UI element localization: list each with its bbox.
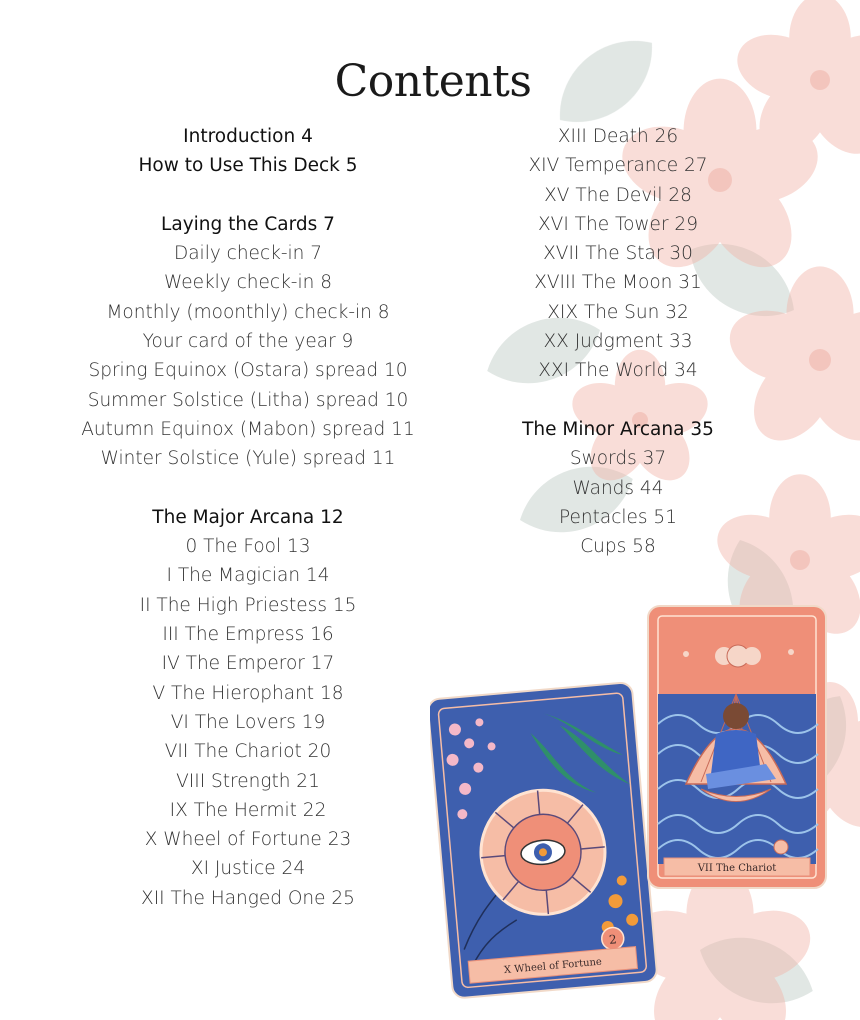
toc-spacer (468, 386, 768, 415)
toc-entry[interactable]: Spring Equinox (Ostara) spread 10 (88, 360, 408, 382)
toc-section-heading[interactable]: How to Use This Deck 5 (138, 155, 358, 177)
toc-entry[interactable]: VI The Lovers 19 (170, 711, 326, 733)
toc-entry[interactable]: VIII Strength 21 (176, 770, 320, 792)
toc-entry[interactable]: IV The Emperor 17 (161, 653, 335, 675)
chariot-card-label: VII The Chariot (697, 863, 777, 874)
toc-entry[interactable]: VII The Chariot 20 (164, 741, 332, 763)
toc-entry[interactable]: Monthly (moonthly) check-in 8 (106, 301, 390, 323)
toc-entry[interactable]: XV The Devil 28 (544, 184, 692, 206)
chariot-card (646, 604, 830, 892)
toc-entry[interactable]: XI Justice 24 (190, 858, 306, 880)
toc-section-heading[interactable]: Laying the Cards 7 (161, 213, 335, 235)
toc-section-heading[interactable]: The Minor Arcana 35 (522, 418, 714, 440)
toc-entry[interactable]: Winter Solstice (Yule) spread 11 (100, 448, 396, 470)
toc-entry[interactable]: III The Empress 16 (162, 624, 334, 646)
toc-entry[interactable]: Daily check-in 7 (173, 243, 323, 265)
toc-spacer (48, 474, 448, 503)
toc-entry[interactable]: II The High Priestess 15 (139, 594, 357, 616)
toc-entry[interactable]: 0 The Fool 13 (185, 536, 311, 558)
toc-entry[interactable]: XX Judgment 33 (543, 331, 693, 353)
wheel-card-label: X Wheel of Fortune (503, 956, 603, 977)
toc-left-column (48, 122, 448, 913)
toc-entry[interactable]: Your card of the year 9 (142, 331, 354, 353)
toc-entry[interactable]: Swords 37 (569, 448, 667, 470)
wheel-card-badge: 2 (608, 932, 618, 947)
toc-entry[interactable]: XVI The Tower 29 (538, 213, 698, 235)
toc-entry[interactable]: XXI The World 34 (538, 360, 698, 382)
toc-entry[interactable]: XVIII The Moon 31 (534, 272, 702, 294)
page-title: Contents (334, 56, 532, 107)
toc-entry[interactable]: V The Hierophant 18 (152, 682, 344, 704)
toc-section-heading[interactable]: Introduction 4 (183, 126, 313, 147)
toc-entry[interactable]: Pentacles 51 (559, 506, 677, 528)
toc-entry[interactable]: XIII Death 26 (557, 126, 679, 147)
toc-right-column (468, 122, 768, 561)
toc-entry[interactable]: Summer Solstice (Litha) spread 10 (87, 389, 409, 411)
toc-entry[interactable]: XIX The Sun 32 (547, 301, 689, 323)
toc-entry[interactable]: X Wheel of Fortune 23 (144, 829, 352, 851)
toc-entry[interactable]: IX The Hermit 22 (169, 799, 327, 821)
toc-entry[interactable]: Weekly check-in 8 (163, 272, 332, 294)
toc-entry[interactable]: XII The Hanged One 25 (141, 887, 355, 909)
toc-entry[interactable]: XIV Temperance 27 (528, 155, 708, 177)
toc-spacer (48, 181, 448, 210)
toc-entry[interactable]: Wands 44 (572, 477, 664, 499)
toc-entry[interactable]: Autumn Equinox (Mabon) spread 11 (81, 418, 415, 440)
toc-entry[interactable]: I The Magician 14 (166, 565, 330, 587)
toc-section-heading[interactable]: The Major Arcana 12 (152, 506, 344, 528)
wheel-of-fortune-card (430, 682, 662, 1000)
toc-entry[interactable]: XVII The Star 30 (543, 243, 693, 265)
toc-entry[interactable]: Cups 58 (580, 536, 656, 558)
